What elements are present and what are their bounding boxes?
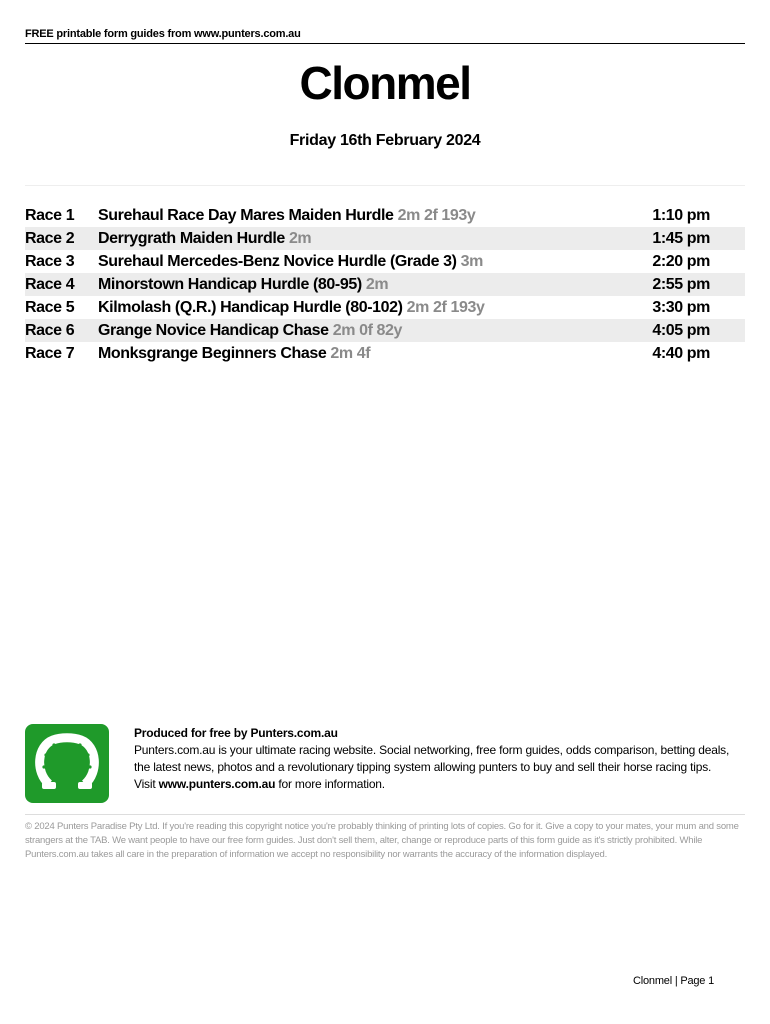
website-link[interactable]: www.punters.com.au: [158, 777, 276, 791]
race-time: 2:55 pm: [652, 276, 710, 293]
visit-suffix: for more information.: [278, 777, 385, 791]
race-name: Kilmolash (Q.R.) Handicap Hurdle (80-102): [98, 299, 403, 316]
horseshoe-icon: [25, 724, 109, 803]
race-time: 1:45 pm: [652, 230, 710, 247]
race-time: 4:40 pm: [652, 345, 710, 362]
race-row: [25, 250, 745, 273]
race-row: [25, 296, 745, 319]
race-number: Race 7: [25, 345, 75, 362]
visit-prefix: Visit: [134, 777, 156, 791]
race-distance: 2m: [365, 276, 389, 293]
race-name: Minorstown Handicap Hurdle (80-95): [98, 276, 362, 293]
divider: [25, 185, 745, 186]
race-time: 4:05 pm: [652, 322, 710, 339]
race-number: Race 3: [25, 253, 75, 270]
promo-block: [134, 725, 746, 793]
race-distance: 2m: [288, 230, 312, 247]
race-name: Monksgrange Beginners Chase: [98, 345, 327, 362]
race-distance: 2m 2f 193y: [406, 299, 485, 316]
race-number: Race 1: [25, 207, 75, 224]
header-text: FREE printable form guides from www.punters.com.au: [25, 28, 745, 44]
race-name: Surehaul Race Day Mares Maiden Hurdle: [98, 207, 394, 224]
race-number: Race 2: [25, 230, 75, 247]
copyright-notice: © 2024 Punters Paradise Pty Ltd. If you're reading this copyright notice you're probably thinking of printing lots of copies. Go for it. Give a copy to your mates, your mum and some strangers at the TAB. We want people to have our free form guides. Just don't sell them, alter, change or reproduce parts of this form guide as it's strictly prohibited. While Punters.com.au takes all care in the preparation of information we accept no responsibility nor warrants the accuracy of the information displayed.: [25, 821, 739, 860]
race-distance: 2m 2f 193y: [397, 207, 476, 224]
race-number: Race 6: [25, 322, 75, 339]
promo-body: Punters.com.au is your ultimate racing website. Social networking, free form guides, odds comparison, betting deals, the latest news, photos and a revolutionary tipping system allowing punters to buy and sell their horse racing tips.: [134, 743, 730, 774]
race-distance: 2m 0f 82y: [332, 322, 403, 339]
race-number: Race 4: [25, 276, 75, 293]
race-list: [25, 204, 745, 365]
race-number: Race 5: [25, 299, 75, 316]
race-distance: 2m 4f: [330, 345, 371, 362]
race-time: 1:10 pm: [652, 207, 710, 224]
race-name: Derrygrath Maiden Hurdle: [98, 230, 285, 247]
race-row: [25, 273, 745, 296]
race-distance: 3m: [460, 253, 483, 270]
race-row: [25, 204, 745, 227]
race-row: [25, 319, 745, 342]
race-name: Grange Novice Handicap Chase: [98, 322, 329, 339]
race-date: Friday 16th February 2024: [289, 132, 481, 149]
race-time: 2:20 pm: [652, 253, 710, 270]
divider: [25, 814, 745, 815]
race-time: 3:30 pm: [652, 299, 710, 316]
race-row: [25, 227, 745, 250]
promo-visit: [134, 776, 746, 793]
page-title: Clonmel: [299, 57, 471, 109]
page-footer: Clonmel | Page 1: [633, 975, 714, 987]
race-name: Surehaul Mercedes-Benz Novice Hurdle (Grade 3): [98, 253, 457, 270]
race-row: [25, 342, 745, 365]
punters-logo: [25, 724, 109, 803]
promo-title: Produced for free by Punters.com.au: [134, 726, 338, 740]
